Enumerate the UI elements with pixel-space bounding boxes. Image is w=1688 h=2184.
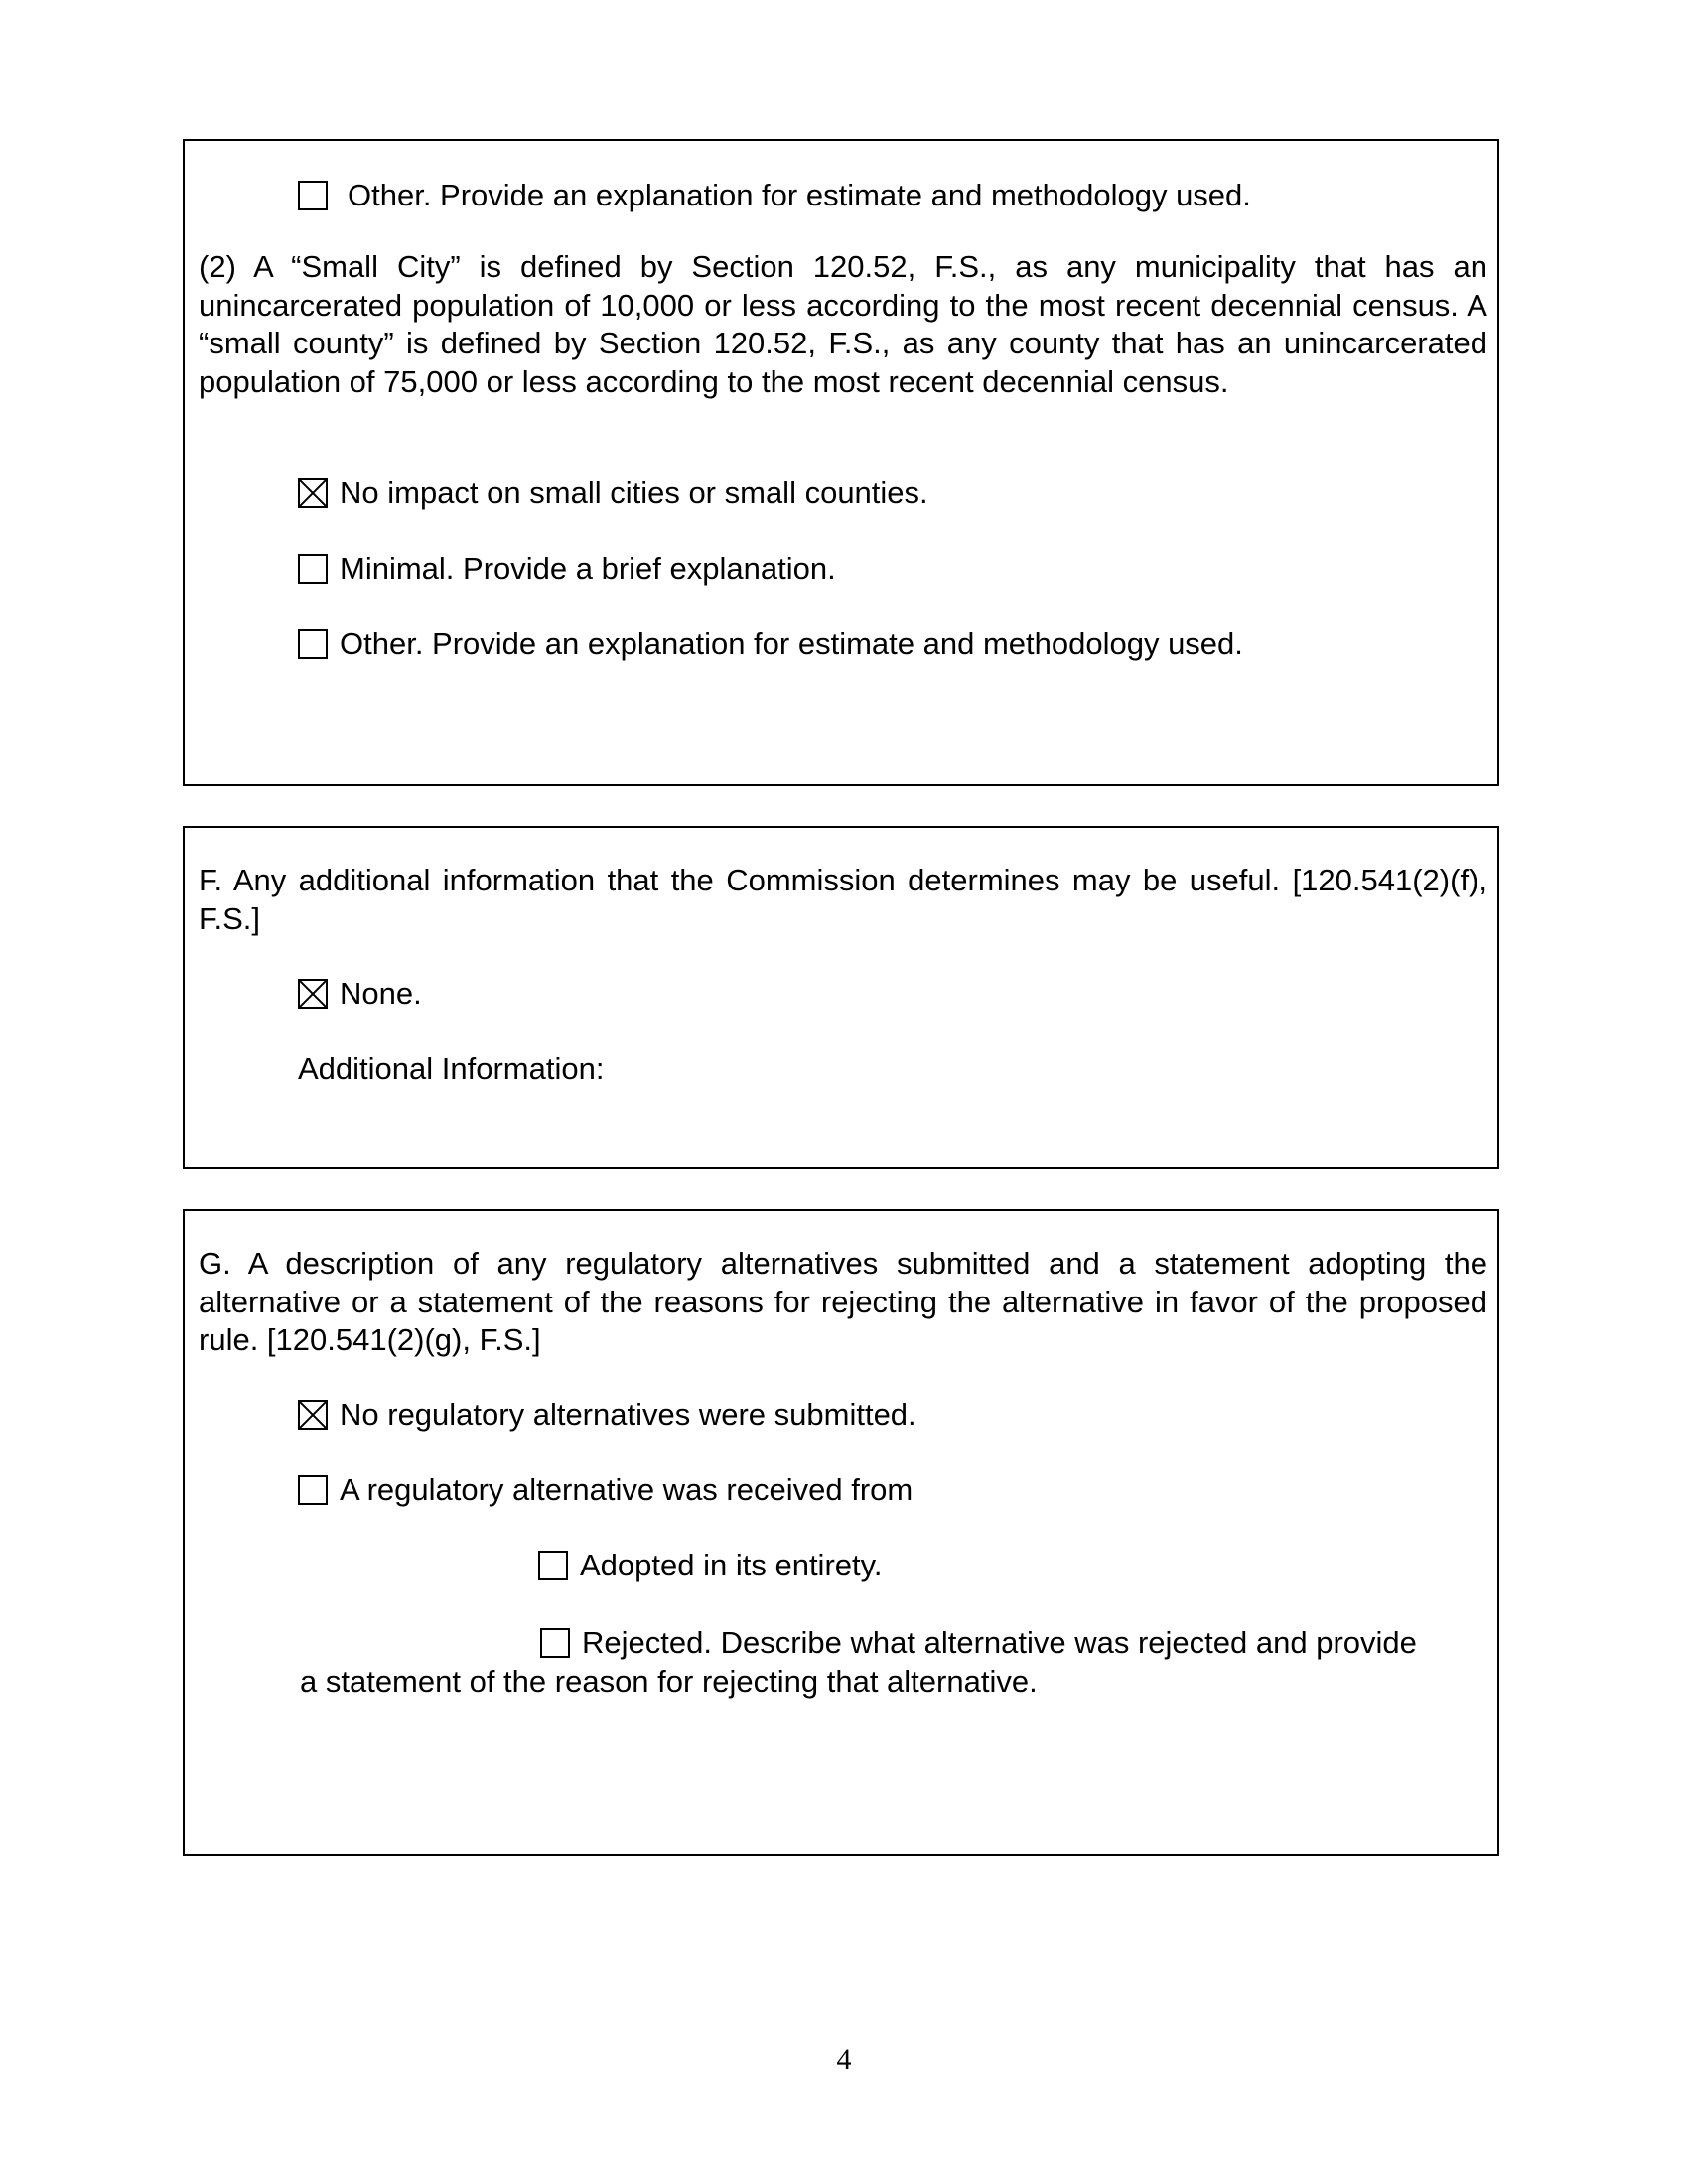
- option-no-impact-label: No impact on small cities or small counties.: [340, 476, 928, 510]
- option-other-top[interactable]: [298, 177, 1251, 214]
- page-number: 4: [836, 2043, 852, 2076]
- checkbox-no-alternatives[interactable]: [298, 1400, 328, 1430]
- section-g-heading: G. A description of any regulatory alternatives submitted and a statement adopting the alternative or a statement of the reasons for rejecting the alternative in favor of the proposed rule. [120.541(2)(g), F.S.]: [199, 1246, 1487, 1357]
- option-other-label: Other. Provide an explanation for estimate and methodology used.: [340, 626, 1243, 661]
- checkbox-adopted[interactable]: [538, 1551, 568, 1580]
- option-none[interactable]: [298, 975, 422, 1013]
- option-no-alternatives-label: No regulatory alternatives were submitted.: [340, 1397, 916, 1432]
- checkmark-x-icon: [300, 1402, 326, 1428]
- option-no-impact[interactable]: [298, 475, 928, 512]
- checkbox-alternative-received[interactable]: [298, 1475, 328, 1505]
- additional-information-label: Additional Information:: [298, 1051, 605, 1086]
- option-rejected-label-line1: Rejected. Describe what alternative was rejected and provide: [582, 1625, 1417, 1660]
- checkbox-none[interactable]: [298, 979, 328, 1009]
- option-rejected-label-line2: a statement of the reason for rejecting that alternative.: [300, 1663, 1038, 1699]
- option-minimal[interactable]: [298, 550, 836, 588]
- option-no-alternatives[interactable]: [298, 1396, 916, 1433]
- section-e-box: [183, 139, 1499, 786]
- option-other[interactable]: [298, 625, 1243, 663]
- option-alternative-received[interactable]: [298, 1471, 913, 1509]
- section-f-heading: F. Any additional information that the Commission determines may be useful. [120.541(2)(f), F.S.]: [199, 863, 1487, 936]
- option-rejected[interactable]: [300, 1624, 1487, 1701]
- option-adopted[interactable]: [538, 1547, 882, 1584]
- checkmark-x-icon: [300, 480, 326, 506]
- option-alternative-received-label: A regulatory alternative was received from: [340, 1472, 914, 1507]
- checkbox-other-top[interactable]: [298, 181, 328, 210]
- checkmark-x-icon: [300, 981, 326, 1007]
- option-minimal-label: Minimal. Provide a brief explanation.: [340, 551, 836, 586]
- checkbox-rejected[interactable]: [540, 1628, 570, 1658]
- checkbox-no-impact[interactable]: [298, 478, 328, 508]
- checkbox-other[interactable]: [298, 629, 328, 659]
- checkbox-minimal[interactable]: [298, 554, 328, 584]
- section-f-box: [183, 826, 1499, 1169]
- option-other-top-label: Other. Provide an explanation for estimate and methodology used.: [348, 178, 1251, 212]
- small-city-definition: (2) A “Small City” is defined by Section 120.52, F.S., as any municipality that has an unincarcerated population of 10,000 or less according to the most recent decennial census. A “small county” is defined by Section 120.52, F.S., as any county that has an unincarcerated population of 75,000 or less according to the most recent decennial census.: [199, 249, 1487, 399]
- section-g-box: [183, 1209, 1499, 1856]
- option-none-label: None.: [340, 976, 422, 1011]
- option-adopted-label: Adopted in its entirety.: [580, 1548, 883, 1582]
